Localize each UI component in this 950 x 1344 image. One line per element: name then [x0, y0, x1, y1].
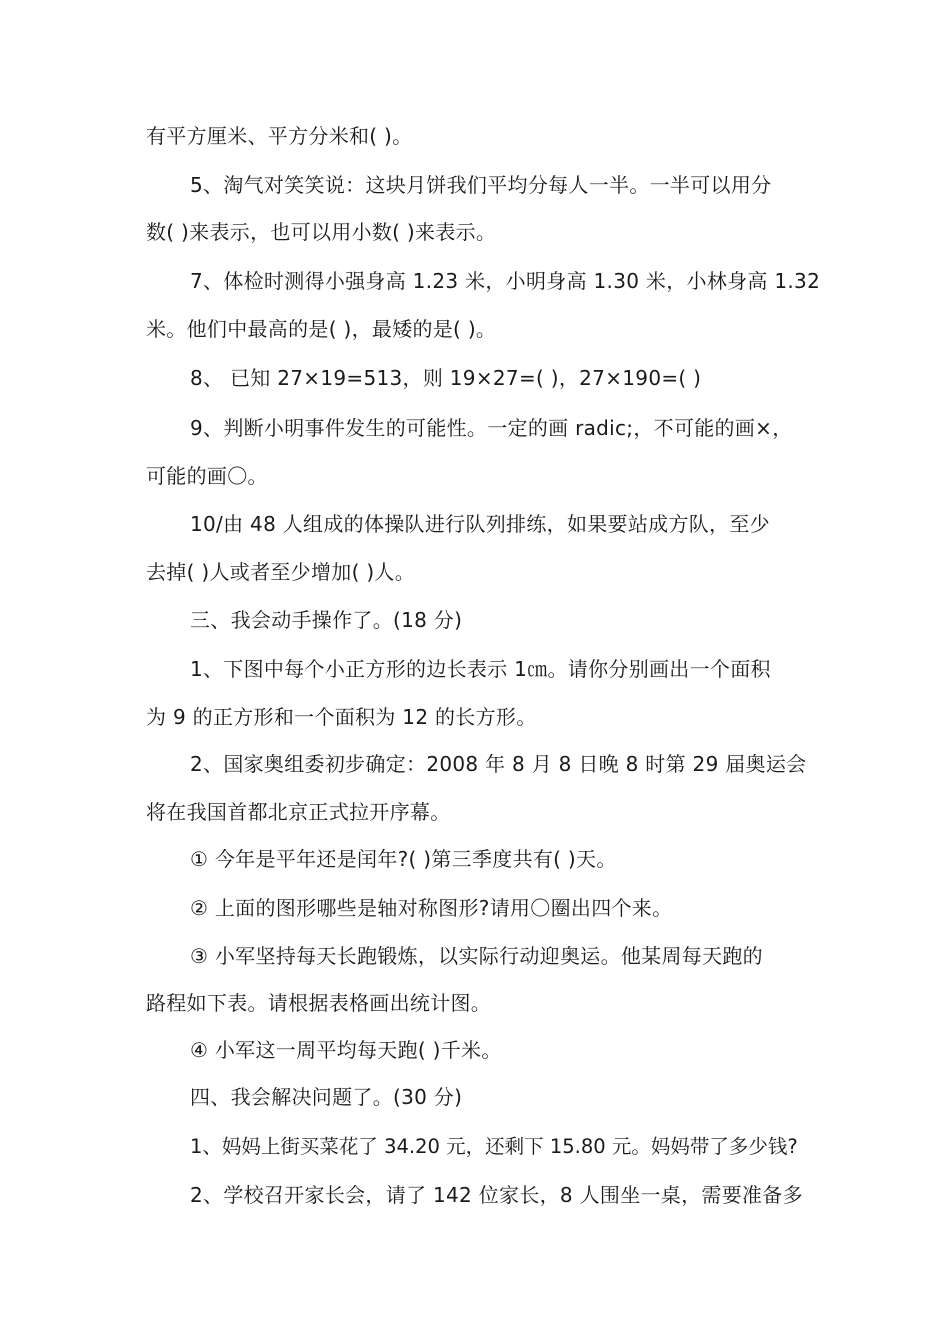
question-3-2: 2、国家奥组委初步确定：2008 年 8 月 8 日晚 8 时第 29 届奥运会 — [190, 752, 807, 776]
text-line: 将在我国首都北京正式拉开序幕。 — [146, 800, 451, 824]
question-3-1: 1、下图中每个小正方形的边长表示 1㎝。请你分别画出一个面积 — [190, 657, 771, 681]
text-line: 数( )来表示，也可以用小数( )来表示。 — [146, 220, 497, 244]
question-8: 8、 已知 27×19=513，则 19×27=( )，27×190=( ) — [190, 366, 702, 390]
question-10: 10/由 48 人组成的体操队进行队列排练，如果要站成方队，至少 — [190, 512, 770, 536]
question-7: 7、体检时测得小强身高 1.23 米，小明身高 1.30 米，小林身高 1.32 — [190, 269, 821, 293]
question-5: 5、淘气对笑笑说：这块月饼我们平均分每人一半。一半可以用分 — [190, 173, 772, 197]
question-4-1: 1、妈妈上街买菜花了 34.20 元，还剩下 15.80 元。妈妈带了多少钱? — [190, 1135, 798, 1158]
text-line: 路程如下表。请根据表格画出统计图。 — [146, 991, 492, 1015]
sub-question-3: ③ 小军坚持每天长跑锻炼，以实际行动迎奥运。他某周每天跑的 — [190, 944, 763, 968]
text-line: 为 9 的正方形和一个面积为 12 的长方形。 — [146, 705, 537, 729]
section-heading-4: 四、我会解决问题了。(30 分) — [190, 1085, 463, 1109]
sub-question-1: ① 今年是平年还是闰年?( )第三季度共有( )天。 — [190, 847, 617, 871]
sub-question-4: ④ 小军这一周平均每天跑( )千米。 — [190, 1038, 502, 1062]
text-line: 米。他们中最高的是( )，最矮的是( )。 — [146, 317, 497, 341]
text-line: 有平方厘米、平方分米和( )。 — [146, 124, 413, 148]
sub-question-2: ② 上面的图形哪些是轴对称图形?请用〇圈出四个来。 — [190, 896, 673, 920]
text-line: 去掉( )人或者至少增加( )人。 — [146, 560, 416, 584]
question-9: 9、判断小明事件发生的可能性。一定的画 radic;，不可能的画×， — [190, 416, 793, 440]
text-line: 可能的画〇。 — [146, 464, 268, 488]
section-heading-3: 三、我会动手操作了。(18 分) — [190, 608, 463, 632]
question-4-2: 2、学校召开家长会，请了 142 位家长，8 人围坐一桌，需要准备多 — [190, 1183, 803, 1207]
